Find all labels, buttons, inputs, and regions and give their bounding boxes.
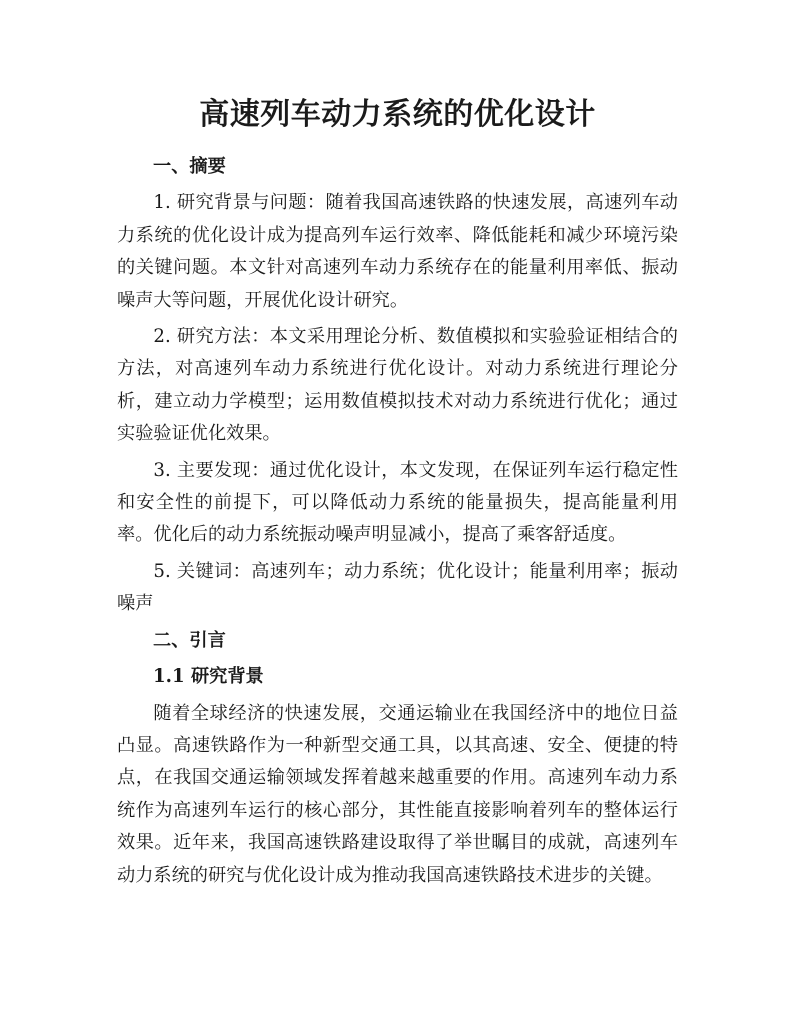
abstract-paragraph-background: 1. 研究背景与问题：随着我国高速铁路的快速发展，高速列车动力系统的优化设计成为提高列车运行效率、降低能耗和减少环境污染的关键问题。本文针对高速列车动力系统存在的能量利用率低、振动噪声大等问题，开展优化设计研究。 — [117, 192, 678, 311]
section-heading-introduction: 二、引言 — [153, 629, 226, 651]
section-heading-abstract: 一、摘要 — [153, 156, 226, 177]
introduction-paragraph: 随着全球经济的快速发展，交通运输业在我国经济中的地位日益凸显。高速铁路作为一种新型交通工具，以其高速、安全、便捷的特点，在我国交通运输领域发挥着越来越重要的作用。高速列车动力系统作为高速列车运行的核心部分，其性能直接影响着列车的整体运行效果。近年来，我国高速铁路建设取得了举世瞩目的成就，高速列车动力系统的研究与优化设计成为推动我国高速铁路技术进步的关键。 — [117, 702, 678, 886]
abstract-paragraph-findings: 3. 主要发现：通过优化设计，本文发现，在保证列车运行稳定性和安全性的前提下，可以降低动力系统的能量损失，提高能量利用率。优化后的动力系统振动噪声明显减小，提高了乘客舒适度。 — [117, 459, 678, 546]
subsection-heading-background: 1.1 研究背景 — [153, 666, 264, 688]
document-body — [117, 151, 678, 892]
abstract-paragraph-keywords: 5. 关键词：高速列车；动力系统；优化设计；能量利用率；振动噪声 — [117, 560, 678, 615]
document-title: 高速列车动力系统的优化设计 — [199, 97, 596, 132]
abstract-paragraph-method: 2. 研究方法：本文采用理论分析、数值模拟和实验验证相结合的方法，对高速列车动力系统进行优化设计。对动力系统进行理论分析，建立动力学模型；运用数值模拟技术对动力系统进行优化；通过实验验证优化效果。 — [117, 326, 678, 445]
